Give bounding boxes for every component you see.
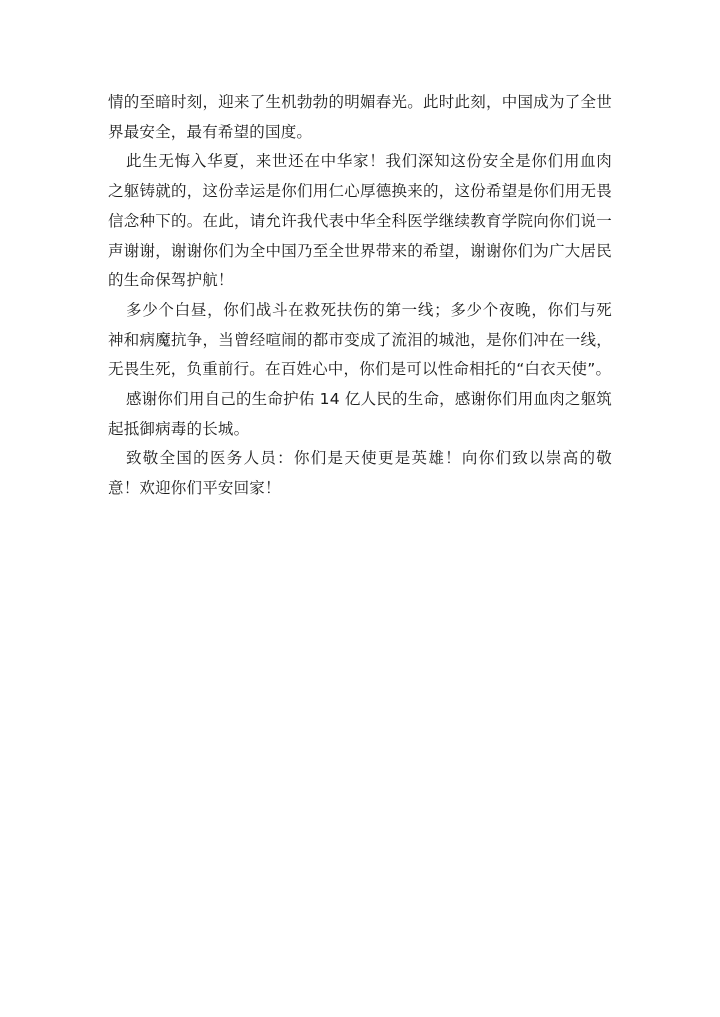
paragraph: 感谢你们用自己的生命护佑 14 亿人民的生命，感谢你们用血肉之躯筑起抵御病毒的长城。 [108, 390, 612, 438]
paragraph: 致敬全国的医务人员：你们是天使更是英雄！向你们致以崇高的敬意！欢迎你们平安回家！ [108, 449, 612, 498]
paragraph: 多少个白昼，你们战斗在救死扶伤的第一线；多少个夜晚，你们与死神和病魔抗争，当曾经喧闹的都市变成了流泪的城池，是你们冲在一线，无畏生死，负重前行。在百姓心中，你们是可以性命相托的“白衣天使”。 [108, 300, 612, 379]
paragraph: 此生无悔入华夏，来世还在中华家！我们深知这份安全是你们用血肉之躯铸就的，这份幸运是你们用仁心厚德换来的，这份希望是你们用无畏信念种下的。在此，请允许我代表中华全科医学继续教育学院向你们说一声谢谢，谢谢你们为全中国乃至全世界带来的希望，谢谢你们为广大居民的生命保驾护航！ [108, 152, 612, 290]
paragraph: 情的至暗时刻，迎来了生机勃勃的明媚春光。此时此刻，中国成为了全世界最安全，最有希望的国度。 [108, 93, 612, 141]
document-body [108, 88, 612, 504]
